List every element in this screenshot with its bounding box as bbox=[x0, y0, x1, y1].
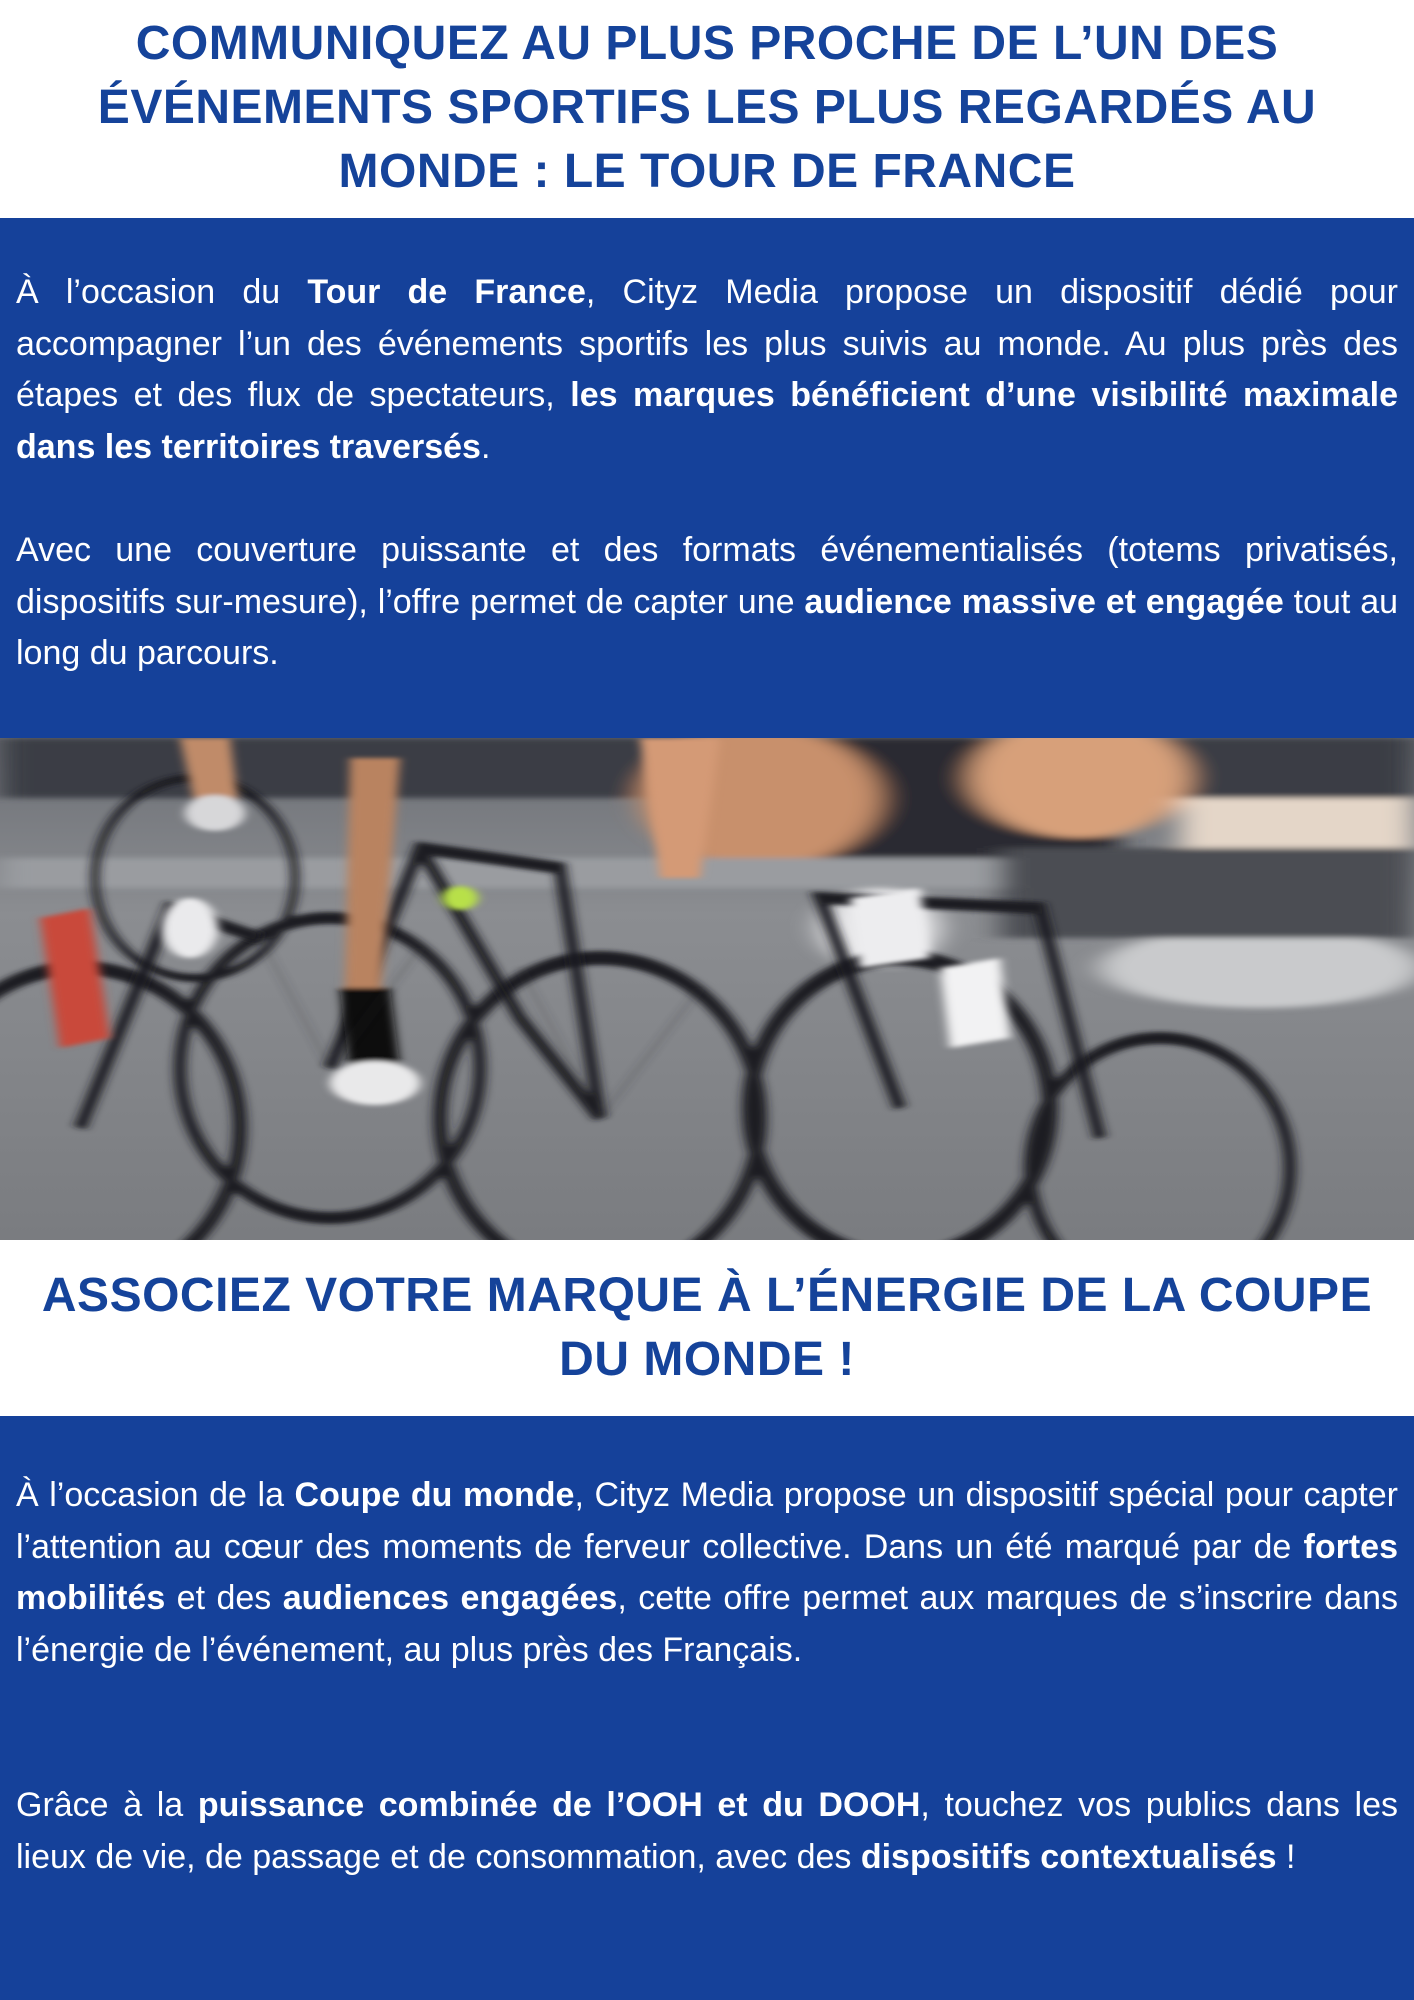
text-run: À l’occasion du bbox=[16, 273, 308, 311]
cyclists-photo bbox=[0, 738, 1414, 1240]
bold-run: les marques bénéficient d’une visibilité maximale dans les territoires traversés bbox=[16, 376, 1398, 466]
text-run: Grâce à la bbox=[16, 1786, 198, 1824]
text-run: , cette offre permet aux marques de s’inscrire dans l’énergie de l’événement, au plus près des Français. bbox=[16, 1579, 1399, 1669]
text-run: tout au long du parcours. bbox=[16, 582, 1399, 672]
coupe-du-monde-paragraph-1 bbox=[16, 1470, 1398, 1676]
coupe-du-monde-heading: ASSOCIEZ VOTRE MARQUE À L’ÉNERGIE DE LA COUPE DU MONDE ! bbox=[41, 1269, 1373, 1386]
bold-run: puissance combinée de l’OOH et du DOOH bbox=[197, 1786, 921, 1824]
bold-run: fortes mobilités bbox=[16, 1527, 1398, 1617]
bold-run: Tour de France bbox=[307, 273, 586, 311]
tour-de-france-heading: COMMUNIQUEZ AU PLUS PROCHE DE L’UN DES ÉVÉNEMENTS SPORTIFS LES PLUS REGARDÉS AU MONDE : LE TOUR DE FRANCE bbox=[97, 17, 1317, 198]
cyclists-illustration bbox=[0, 738, 1414, 1240]
text-run: , Cityz Media propose un dispositif dédié pour accompagner l’un des événements sportifs les plus suivis au monde. Au plus près des étapes et des flux de spectateurs, bbox=[16, 273, 1398, 414]
text-run: ! bbox=[1276, 1837, 1296, 1876]
text-run: À l’occasion de la bbox=[16, 1476, 295, 1514]
tour-de-france-heading-block bbox=[0, 12, 1414, 212]
text-run: et des bbox=[165, 1579, 283, 1617]
bold-run: audiences engagées bbox=[282, 1579, 618, 1617]
text-run: Avec une couverture puissante et des formats événementialisés (totems privatisés, dispositifs sur-mesure), l’offre permet de capter une bbox=[16, 531, 1398, 621]
coupe-du-monde-paragraph-2 bbox=[16, 1780, 1398, 1883]
bold-run: audience massive et engagée bbox=[804, 582, 1284, 621]
text-run: . bbox=[480, 427, 491, 466]
coupe-du-monde-panel bbox=[0, 1416, 1414, 2000]
coupe-du-monde-heading-block bbox=[0, 1244, 1414, 1414]
tour-de-france-paragraph-1 bbox=[16, 267, 1398, 473]
text-run: , Cityz Media propose un dispositif spécial pour capter l’attention au cœur des moments de ferveur collective. Dans un été marqué par de bbox=[16, 1476, 1398, 1566]
bold-run: Coupe du monde bbox=[294, 1476, 575, 1514]
tour-de-france-panel bbox=[0, 218, 1414, 738]
bold-run: dispositifs contextualisés bbox=[860, 1837, 1277, 1876]
text-run: , touchez vos publics dans les lieux de vie, de passage et de consommation, avec des bbox=[16, 1786, 1398, 1876]
tour-de-france-paragraph-2 bbox=[16, 525, 1398, 680]
